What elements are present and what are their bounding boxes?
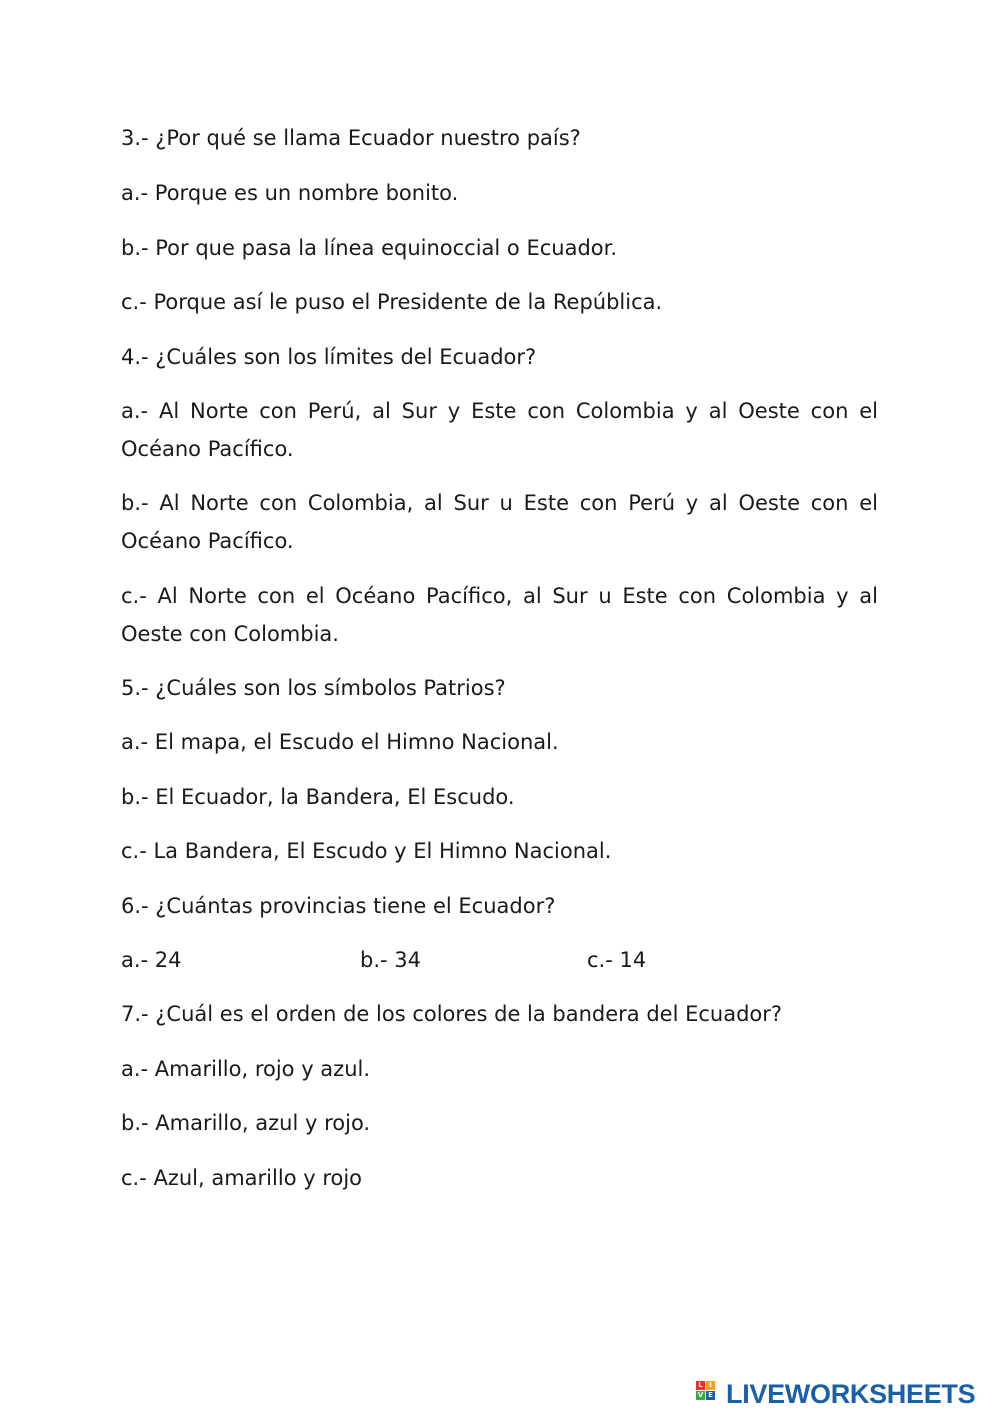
- question-4-option-c: c.- Al Norte con el Océano Pacífico, al Sur u Este con Colombia y al Oeste con Colombia.: [121, 584, 878, 646]
- liveworksheets-logo: [696, 1377, 996, 1411]
- question-6-option-c: c.- 14: [587, 948, 647, 972]
- logo-text: LIVEWORKSHEETS: [726, 1378, 976, 1409]
- question-5-option-c: c.- La Bandera, El Escudo y El Himno Nacional.: [121, 839, 612, 863]
- question-5: 5.- ¿Cuáles son los símbolos Patrios?: [121, 676, 506, 700]
- question-3: 3.- ¿Por qué se llama Ecuador nuestro país?: [121, 126, 581, 150]
- question-4-option-b: b.- Al Norte con Colombia, al Sur u Este con Perú y al Oeste con el Océano Pacífico.: [121, 491, 878, 553]
- question-3-option-b: b.- Por que pasa la línea equinoccial o Ecuador.: [121, 236, 618, 260]
- question-6-option-b: b.- 34: [360, 948, 421, 972]
- question-3-option-a: a.- Porque es un nombre bonito.: [121, 181, 459, 205]
- question-5-option-b: b.- El Ecuador, la Bandera, El Escudo.: [121, 785, 515, 809]
- question-7-option-c: c.- Azul, amarillo y rojo: [121, 1166, 363, 1190]
- question-5-option-a: a.- El mapa, el Escudo el Himno Nacional.: [121, 730, 559, 754]
- question-4-option-a: a.- Al Norte con Perú, al Sur y Este con Colombia y al Oeste con el Océano Pacífico.: [121, 399, 878, 461]
- question-4: 4.- ¿Cuáles son los límites del Ecuador?: [121, 345, 537, 369]
- question-7: 7.- ¿Cuál es el orden de los colores de la bandera del Ecuador?: [121, 1002, 783, 1026]
- question-7-option-b: b.- Amarillo, azul y rojo.: [121, 1111, 371, 1135]
- question-6-option-a: a.- 24: [121, 948, 182, 972]
- question-6: 6.- ¿Cuántas provincias tiene el Ecuador?: [121, 894, 556, 918]
- question-6-options-row: [121, 941, 878, 979]
- logo-badge-icon: L I V E: [696, 1379, 724, 1409]
- question-7-option-a: a.- Amarillo, rojo y azul.: [121, 1057, 371, 1081]
- question-3-option-c: c.- Porque así le puso el Presidente de la República.: [121, 290, 663, 314]
